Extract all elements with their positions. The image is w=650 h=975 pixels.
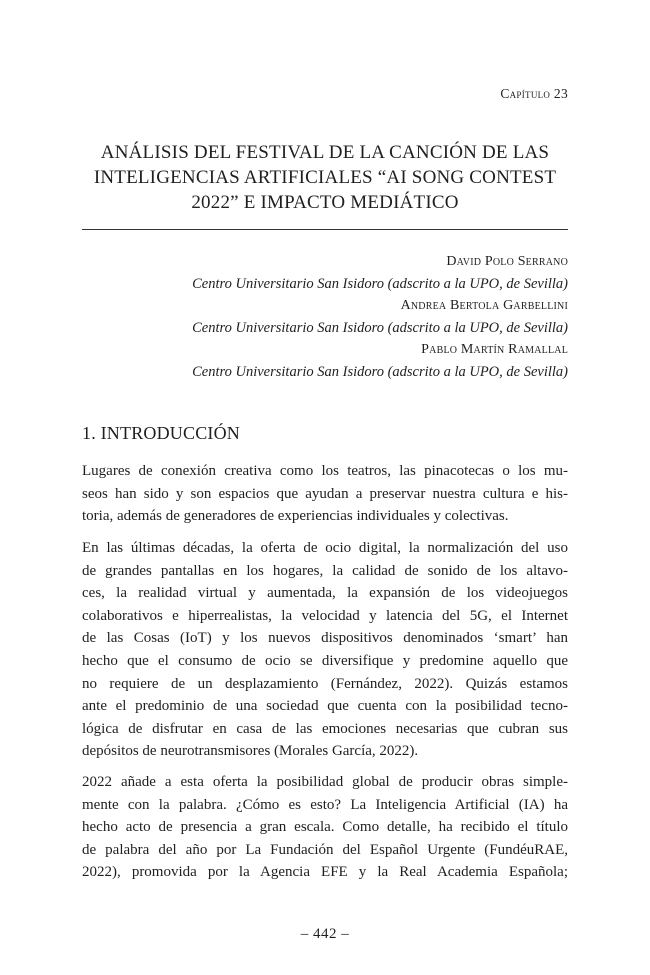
title-line: ANÁLISIS DEL FESTIVAL DE LA CANCIÓN DE LAS	[100, 142, 550, 163]
title-line: 2022” E IMPACTO MEDIÁTICO	[191, 192, 459, 213]
author-affiliation: Centro Universitario San Isidoro (adscrito a la UPO, de Sevilla)	[192, 276, 568, 292]
title-line: INTELIGENCIAS ARTIFICIALES “AI SONG CONTEST	[93, 167, 557, 188]
paragraph-line: hecho acto de presencia a gran escala. Como detalle, ha recibido el título	[82, 819, 568, 836]
author-affiliation: Centro Universitario San Isidoro (adscrito a la UPO, de Sevilla)	[192, 364, 568, 380]
section-heading: 1. INTRODUCCIÓN	[82, 423, 240, 443]
author-affiliation: Centro Universitario San Isidoro (adscrito a la UPO, de Sevilla)	[192, 320, 568, 336]
paragraph-line: lógica de disfrutar en casa de las emociones necesarias que cubran sus	[82, 720, 568, 737]
paragraph-line: ces, la realidad virtual y aumentada, la expansión de los videojuegos	[82, 585, 568, 602]
page-number: – 442 –	[300, 926, 350, 942]
paragraph-line: no requiere de un desplazamiento (Fernández, 2022). Quizás estamos	[82, 675, 568, 692]
paragraph-line: hecho que el consumo de ocio se diversifique y predomine aquello que	[82, 652, 568, 669]
paragraph-line: 2022), promovida por la Agencia EFE y la Real Academia Española;	[82, 864, 568, 881]
paragraph	[82, 460, 568, 528]
paragraph-line: ante el predominio de una sociedad que cuenta con la posibilidad tecno-	[82, 698, 568, 715]
paragraph-line: mente con la palabra. ¿Cómo es esto? La Inteligencia Artificial (IA) ha	[82, 796, 568, 813]
paragraph-line: En las últimas décadas, la oferta de ocio digital, la normalización del uso	[82, 540, 568, 556]
paragraph-line: depósitos de neurotransmisores (Morales García, 2022).	[82, 743, 419, 760]
chapter-label: Capítulo 23	[500, 86, 568, 101]
author-name: Andrea Bertola Garbellini	[400, 298, 568, 313]
paragraph-line: de las Cosas (IoT) y los nuevos dispositivos denominados ‘smart’ han	[82, 630, 568, 647]
paragraph-line: 2022 añade a esta oferta la posibilidad global de producir obras simple-	[82, 774, 568, 790]
paragraph	[82, 537, 568, 763]
paragraph	[82, 771, 568, 884]
paragraph-line: de palabra del año por La Fundación del Español Urgente (FundéuRAE,	[82, 841, 568, 858]
author-name: David Polo Serrano	[446, 254, 568, 269]
paragraph-line: toria, además de generadores de experiencias individuales y colectivas.	[82, 508, 509, 525]
author-name: Pablo Martín Ramallal	[421, 342, 568, 357]
author-block	[192, 251, 568, 383]
paragraph-line: Lugares de conexión creativa como los teatros, las pinacotecas o los mu-	[82, 463, 568, 479]
paragraph-line: seos han sido y son espacios que ayudan a preservar nuestra cultura e his-	[82, 485, 568, 502]
title-divider	[82, 229, 568, 230]
chapter-title	[82, 140, 568, 215]
paragraph-line: colaborativos e hiperrealistas, la velocidad y latencia del 5G, el Internet	[82, 607, 568, 624]
paragraph-line: de grandes pantallas en los hogares, la calidad de sonido de los altavo-	[82, 562, 568, 579]
